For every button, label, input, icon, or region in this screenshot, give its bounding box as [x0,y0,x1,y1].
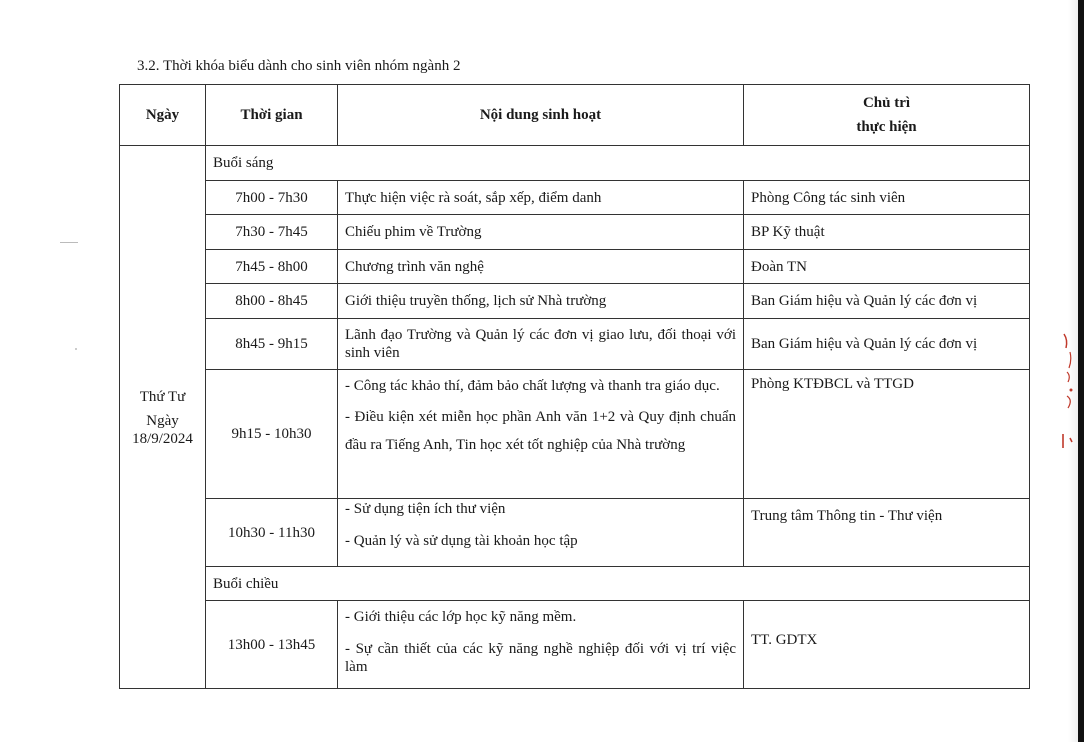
row-owner: Phòng KTĐBCL và TTGD [744,370,1030,499]
row-content: Chương trình văn nghệ [338,250,744,284]
row-time: 13h00 - 13h45 [206,601,338,689]
table-row [120,284,1030,319]
row-content: Giới thiệu truyền thống, lịch sử Nhà trường [338,284,744,319]
header-time: Thời gian [206,85,338,146]
row-content [338,601,744,689]
header-owner [744,85,1030,146]
row-owner: TT. GDTX [744,601,1030,689]
table-row [120,215,1030,250]
margin-dot [75,348,77,350]
row-owner: Ban Giám hiệu và Quản lý các đơn vị [744,319,1030,370]
row-content: Lãnh đạo Trường và Quản lý các đơn vị giao lưu, đối thoại với sinh viên [338,319,744,370]
row-time: 7h00 - 7h30 [206,181,338,215]
afternoon-section-title: Buổi chiều [206,567,1030,601]
row-content: Chiếu phim về Trường [338,215,744,250]
table-row [120,601,1030,689]
margin-mark [60,242,78,243]
content-item: - Sự cần thiết của các kỹ năng nghề nghiệp đối với vị trí việc làm [345,641,736,675]
header-content: Nội dung sinh hoạt [338,85,744,146]
header-day: Ngày [120,85,206,146]
table-row [120,370,1030,499]
table-row [120,499,1030,567]
schedule-table [119,84,1030,689]
row-content [338,370,744,499]
day-cell [120,146,206,689]
day-date: 18/9/2024 [132,431,193,447]
row-time: 7h30 - 7h45 [206,215,338,250]
row-time: 10h30 - 11h30 [206,499,338,567]
row-owner: BP Kỹ thuật [744,215,1030,250]
header-owner-line2: thực hiện [856,119,917,135]
row-time: 8h45 - 9h15 [206,319,338,370]
day-label: Ngày [146,413,179,429]
table-row [120,181,1030,215]
row-owner: Ban Giám hiệu và Quản lý các đơn vị [744,284,1030,319]
content-item: - Sử dụng tiện ích thư viện [345,501,506,517]
content-item: - Công tác khảo thí, đảm bảo chất lượng và thanh tra giáo dục. [345,378,720,394]
row-content: Thực hiện việc rà soát, sắp xếp, điểm danh [338,181,744,215]
row-content [338,499,744,567]
morning-section-title: Buổi sáng [206,146,1030,181]
header-owner-line1: Chủ trì [862,95,911,111]
content-item: - Giới thiệu các lớp học kỹ năng mềm. [345,609,577,625]
content-item: - Quản lý và sử dụng tài khoản học tập [345,533,578,549]
header-row [120,85,1030,146]
afternoon-section-row [120,567,1030,601]
row-owner: Phòng Công tác sinh viên [744,181,1030,215]
row-owner: Trung tâm Thông tin - Thư viện [744,499,1030,567]
row-time: 7h45 - 8h00 [206,250,338,284]
morning-section-row [120,146,1030,181]
row-time: 8h00 - 8h45 [206,284,338,319]
table-row [120,319,1030,370]
row-owner: Đoàn TN [744,250,1030,284]
day-weekday: Thứ Tư [139,389,186,405]
section-heading: 3.2. Thời khóa biểu dành cho sinh viên nhóm ngành 2 [137,58,461,74]
content-item: - Điều kiện xét miễn học phần Anh văn 1+2 và Quy định chuẩn đầu ra Tiếng Anh, Tin học xét tốt nghiệp của Nhà trường [345,409,736,453]
row-time: 9h15 - 10h30 [206,370,338,499]
signature-mark [1058,330,1082,450]
table-row [120,250,1030,284]
